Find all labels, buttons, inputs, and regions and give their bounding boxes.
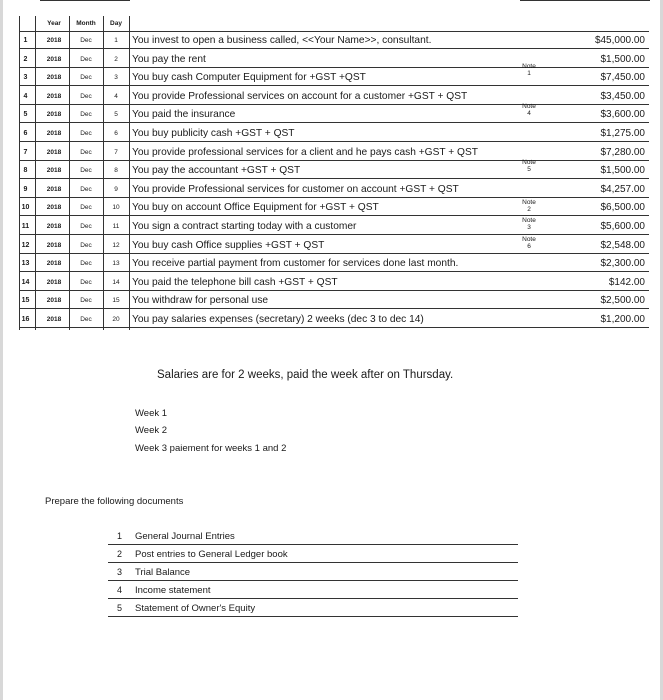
row-number: 7 (23, 149, 28, 156)
row-description: You buy cash Computer Equipment for +GST +QST (132, 72, 366, 83)
note-number: 5 (527, 166, 531, 173)
row-number: 12 (21, 242, 30, 249)
note-marker (513, 199, 545, 213)
table-row (19, 33, 649, 48)
note-number: 6 (527, 243, 531, 250)
document-label: Post entries to General Ledger book (135, 549, 288, 560)
row-year: 2018 (46, 93, 62, 100)
table-row (19, 238, 649, 253)
row-description: You withdraw for personal use (132, 295, 269, 306)
document-label: Trial Balance (135, 567, 191, 578)
row-amount: $2,300.00 (600, 258, 645, 269)
week-line: Week 1 (135, 408, 168, 419)
row-number: 8 (23, 167, 28, 174)
header-day: Day (110, 20, 122, 27)
document-item (108, 545, 518, 563)
row-amount: $4,257.00 (600, 184, 645, 195)
row-month: Dec (80, 167, 92, 174)
row-month: Dec (80, 93, 92, 100)
row-number: 2 (23, 56, 28, 63)
row-day: 12 (112, 242, 120, 249)
row-year: 2018 (46, 74, 62, 81)
row-year: 2018 (46, 167, 62, 174)
page-edge-left (0, 0, 3, 700)
note-label: Note (522, 217, 536, 224)
note-number: 1 (527, 70, 531, 77)
row-year: 2018 (46, 223, 62, 230)
table-row (19, 219, 649, 234)
note-label: Note (522, 236, 536, 243)
row-year: 2018 (46, 37, 62, 44)
row-rule (19, 197, 649, 198)
row-day: 2 (114, 56, 118, 63)
row-year: 2018 (46, 111, 62, 118)
document-number: 5 (116, 603, 122, 613)
table-row (19, 275, 649, 290)
row-month: Dec (80, 242, 92, 249)
table-header-row (19, 16, 649, 31)
row-description: You receive partial payment from customer for services done last month. (132, 258, 459, 269)
row-year: 2018 (46, 130, 62, 137)
table-row (19, 145, 649, 160)
row-description: You paid the telephone bill cash +GST + QST (132, 277, 338, 288)
prepare-heading: Prepare the following documents (45, 496, 184, 507)
row-day: 9 (114, 186, 118, 193)
row-rule (19, 141, 649, 142)
row-amount: $1,500.00 (600, 54, 645, 65)
row-rule (19, 85, 649, 86)
document-number: 4 (116, 585, 122, 595)
row-amount: $2,548.00 (600, 240, 645, 251)
document-label: General Journal Entries (135, 531, 235, 542)
table-row (19, 256, 649, 271)
row-month: Dec (80, 130, 92, 137)
row-description: You pay the accountant +GST + QST (132, 165, 301, 176)
row-amount: $3,600.00 (600, 109, 645, 120)
table-row (19, 293, 649, 308)
week-line: Week 2 (135, 425, 168, 436)
row-day: 3 (114, 74, 118, 81)
note-label: Note (522, 103, 536, 110)
row-amount: $2,500.00 (600, 295, 645, 306)
row-number: 16 (21, 316, 30, 323)
row-rule (19, 160, 649, 161)
row-number: 10 (21, 204, 30, 211)
row-description: You buy publicity cash +GST + QST (132, 128, 295, 139)
row-number: 15 (21, 297, 30, 304)
note-number: 2 (527, 206, 531, 213)
table-row (19, 200, 649, 215)
row-day: 1 (114, 37, 118, 44)
row-day: 15 (112, 297, 120, 304)
row-day: 4 (114, 93, 118, 100)
row-month: Dec (80, 186, 92, 193)
row-month: Dec (80, 149, 92, 156)
row-number: 3 (23, 74, 28, 81)
row-description: You provide professional services for a client and he pays cash +GST + QST (132, 147, 478, 158)
row-description: You pay the rent (132, 54, 206, 65)
row-amount: $45,000.00 (594, 35, 645, 46)
row-amount: $6,500.00 (600, 202, 645, 213)
row-rule (19, 253, 649, 254)
row-number: 5 (23, 111, 28, 118)
row-amount: $1,500.00 (600, 165, 645, 176)
row-year: 2018 (46, 186, 62, 193)
row-month: Dec (80, 37, 92, 44)
row-rule (19, 290, 649, 291)
row-description: You buy on account Office Equipment for +GST + QST (132, 202, 379, 213)
table-top-rule-right (520, 0, 650, 1)
row-rule (19, 271, 649, 272)
row-day: 10 (112, 204, 120, 211)
document-label: Income statement (135, 585, 211, 596)
row-description: You pay salaries expenses (secretary) 2 weeks (dec 3 to dec 14) (132, 314, 424, 325)
row-year: 2018 (46, 204, 62, 211)
row-rule (19, 327, 649, 328)
table-row (19, 107, 649, 122)
row-number: 14 (21, 279, 30, 286)
document-item (108, 563, 518, 581)
row-year: 2018 (46, 260, 62, 267)
week-line: Week 3 paiement for weeks 1 and 2 (135, 443, 287, 454)
row-month: Dec (80, 297, 92, 304)
row-day: 14 (112, 279, 120, 286)
row-month: Dec (80, 260, 92, 267)
row-description: You buy cash Office supplies +GST + QST (132, 240, 325, 251)
header-year: Year (47, 20, 61, 27)
row-month: Dec (80, 279, 92, 286)
note-number: 3 (527, 224, 531, 231)
table-top-rule (40, 0, 130, 1)
header-month: Month (76, 20, 96, 27)
row-day: 13 (112, 260, 120, 267)
table-row (19, 89, 649, 104)
row-day: 8 (114, 167, 118, 174)
note-marker (513, 159, 545, 173)
row-year: 2018 (46, 316, 62, 323)
salaries-note: Salaries are for 2 weeks, paid the week after on Thursday. (157, 369, 454, 381)
note-label: Note (522, 63, 536, 70)
row-day: 20 (112, 316, 120, 323)
table-row (19, 52, 649, 67)
row-month: Dec (80, 74, 92, 81)
note-label: Note (522, 199, 536, 206)
row-number: 13 (21, 260, 30, 267)
row-amount: $7,450.00 (600, 72, 645, 83)
note-marker (513, 103, 545, 117)
row-rule (19, 178, 649, 179)
row-description: You sign a contract starting today with a customer (132, 221, 357, 232)
row-month: Dec (80, 316, 92, 323)
row-number: 11 (21, 223, 30, 230)
row-rule (19, 104, 649, 105)
row-description: You provide Professional services on account for a customer +GST + QST (132, 91, 468, 102)
header-rule (19, 31, 649, 32)
row-amount: $7,280.00 (600, 147, 645, 158)
table-row (19, 182, 649, 197)
document-number: 2 (116, 549, 122, 559)
document-number: 3 (116, 567, 122, 577)
row-amount: $1,200.00 (600, 314, 645, 325)
row-number: 9 (23, 186, 28, 193)
document-number: 1 (116, 531, 122, 541)
row-description: You provide Professional services for customer on account +GST + QST (132, 184, 459, 195)
note-number: 4 (527, 110, 531, 117)
row-day: 7 (114, 149, 118, 156)
row-rule (19, 48, 649, 49)
row-day: 6 (114, 130, 118, 137)
table-row (19, 70, 649, 85)
row-year: 2018 (46, 242, 62, 249)
note-marker (513, 63, 545, 77)
row-rule (19, 215, 649, 216)
row-year: 2018 (46, 149, 62, 156)
row-day: 5 (114, 111, 118, 118)
row-number: 6 (23, 130, 28, 137)
row-month: Dec (80, 204, 92, 211)
row-rule (19, 234, 649, 235)
row-rule (19, 308, 649, 309)
row-description: You invest to open a business called, <<Your Name>>, consultant. (132, 35, 432, 46)
row-year: 2018 (46, 279, 62, 286)
row-rule (19, 67, 649, 68)
document-item (108, 527, 518, 545)
row-day: 11 (112, 223, 120, 230)
row-year: 2018 (46, 297, 62, 304)
row-month: Dec (80, 111, 92, 118)
table-row (19, 312, 649, 327)
row-amount: $1,275.00 (600, 128, 645, 139)
row-amount: $5,600.00 (600, 221, 645, 232)
row-amount: $142.00 (608, 277, 645, 288)
note-marker (513, 217, 545, 231)
row-number: 4 (23, 93, 28, 100)
row-month: Dec (80, 223, 92, 230)
table-row (19, 126, 649, 141)
document-label: Statement of Owner's Equity (135, 603, 256, 614)
row-description: You paid the insurance (132, 109, 236, 120)
note-marker (513, 236, 545, 250)
document-item (108, 599, 518, 617)
row-rule (19, 122, 649, 123)
document-item (108, 581, 518, 599)
row-number: 1 (23, 37, 28, 44)
row-year: 2018 (46, 56, 62, 63)
row-month: Dec (80, 56, 92, 63)
table-row (19, 163, 649, 178)
note-label: Note (522, 159, 536, 166)
row-amount: $3,450.00 (600, 91, 645, 102)
